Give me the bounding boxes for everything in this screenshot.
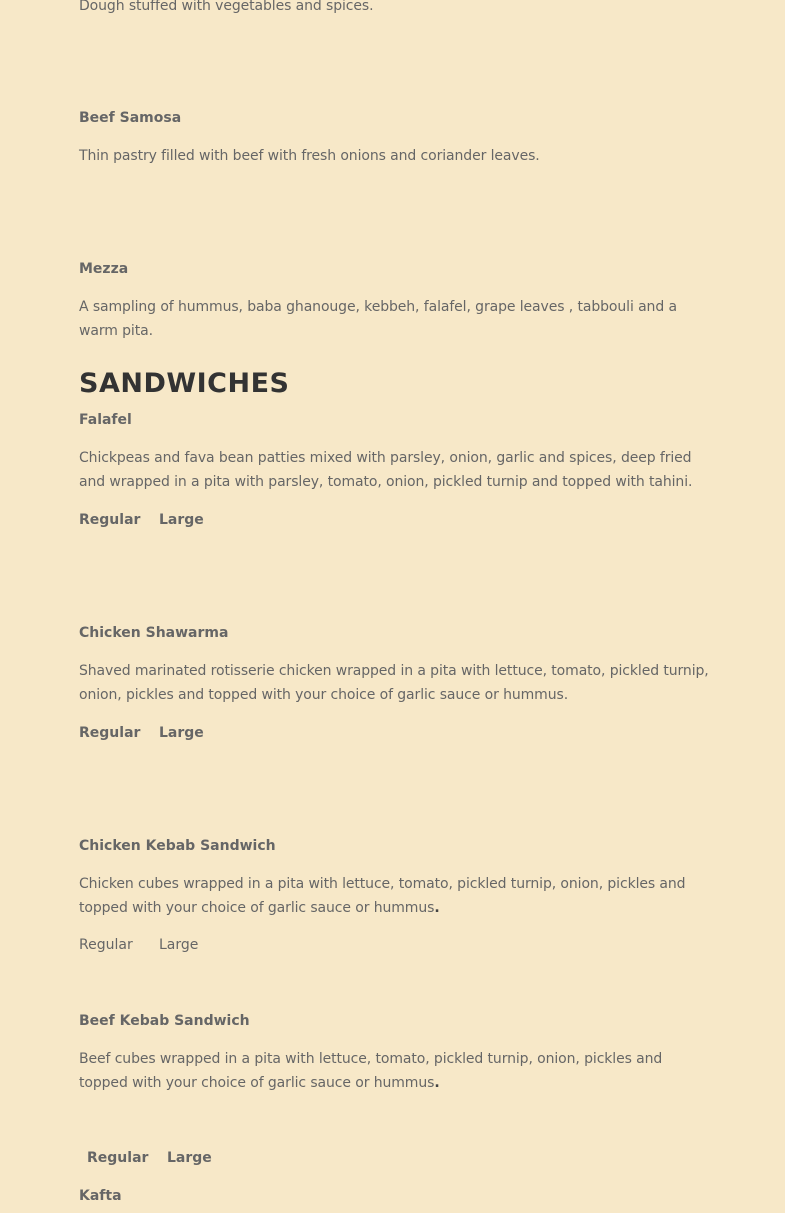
chicken-shawarma-sizes <box>79 721 204 745</box>
chicken-shawarma-size-large: Large <box>159 725 204 741</box>
mezza-name: Mezza <box>79 261 129 277</box>
chicken-shawarma-name: Chicken Shawarma <box>79 625 229 641</box>
falafel-description: Chickpeas and fava bean patties mixed with parsley, onion, garlic and spices, deep fried and wrapped in a pita with parsley, tomato, onion, pickled turnip and topped with tahini. <box>79 450 693 490</box>
falafel-size-regular: Regular <box>79 512 141 528</box>
kafta-name: Kafta <box>79 1188 122 1204</box>
beef-kebab-size-regular: Regular <box>87 1150 149 1166</box>
falafel-size-large: Large <box>159 512 204 528</box>
chicken-kebab-size-large: Large <box>159 937 199 953</box>
samosa-veg-description: Dough stuffed with vegetables and spices. <box>79 0 374 14</box>
beef-kebab-name: Beef Kebab Sandwich <box>79 1013 250 1029</box>
beef-samosa-description: Thin pastry filled with beef with fresh onions and coriander leaves. <box>79 148 540 164</box>
beef-kebab-sizes <box>87 1146 212 1170</box>
falafel-name: Falafel <box>79 412 132 428</box>
falafel-sizes <box>79 508 204 532</box>
chicken-kebab-period: . <box>434 900 440 916</box>
beef-kebab-description: Beef cubes wrapped in a pita with lettuce, tomato, pickled turnip, onion, pickles and topped with your choice of garlic sauce or hummus <box>79 1051 663 1091</box>
chicken-kebab-description-block <box>79 872 709 920</box>
sandwiches-heading: SANDWICHES <box>79 368 290 399</box>
beef-kebab-description-block <box>79 1047 709 1095</box>
chicken-kebab-sizes <box>79 933 198 957</box>
beef-kebab-period: . <box>434 1075 440 1091</box>
chicken-kebab-name: Chicken Kebab Sandwich <box>79 838 276 854</box>
beef-samosa-name: Beef Samosa <box>79 110 182 126</box>
chicken-kebab-description: Chicken cubes wrapped in a pita with lettuce, tomato, pickled turnip, onion, pickles and topped with your choice of garlic sauce or hummus <box>79 876 686 916</box>
chicken-shawarma-description: Shaved marinated rotisserie chicken wrapped in a pita with lettuce, tomato, pickled turnip, onion, pickles and topped with your choice of garlic sauce or hummus. <box>79 663 709 703</box>
chicken-shawarma-size-regular: Regular <box>79 725 141 741</box>
chicken-kebab-size-regular: Regular <box>79 937 133 953</box>
beef-kebab-size-large: Large <box>167 1150 212 1166</box>
mezza-description: A sampling of hummus, baba ghanouge, kebbeh, falafel, grape leaves , tabbouli and a warm pita. <box>79 299 677 339</box>
